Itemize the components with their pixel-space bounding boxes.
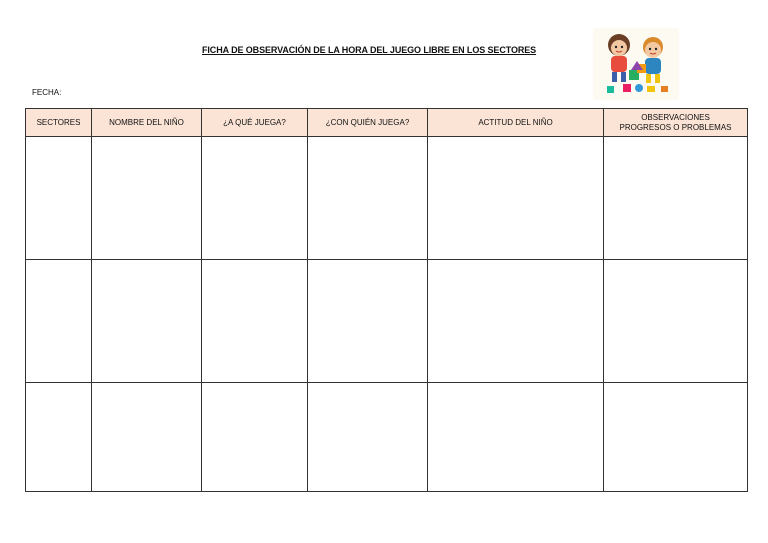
- document-title: FICHA DE OBSERVACIÓN DE LA HORA DEL JUEGO LIBRE EN LOS SECTORES: [202, 45, 537, 55]
- header-nombre-del-nino: NOMBRE DEL NIÑO: [92, 109, 202, 137]
- header-observaciones-line-1: OBSERVACIONES: [641, 112, 710, 122]
- table-header-row: [26, 109, 748, 137]
- children-playing-with-blocks-icon: [593, 28, 679, 100]
- table-cell[interactable]: [308, 137, 428, 260]
- header-a-que-juega: ¿A QUÉ JUEGA?: [202, 109, 308, 137]
- table-cell[interactable]: [202, 137, 308, 260]
- header-actitud-del-nino: ACTITUD DEL NIÑO: [428, 109, 604, 137]
- table-row: [26, 260, 748, 383]
- header-observaciones: [604, 109, 748, 137]
- table-cell[interactable]: [428, 137, 604, 260]
- table-cell[interactable]: [92, 137, 202, 260]
- table-row: [26, 137, 748, 260]
- table-cell[interactable]: [308, 260, 428, 383]
- header-con-quien-juega: ¿CON QUIÉN JUEGA?: [308, 109, 428, 137]
- date-label: FECHA:: [32, 88, 62, 97]
- table-cell[interactable]: [26, 260, 92, 383]
- table-cell[interactable]: [604, 137, 748, 260]
- table-cell[interactable]: [26, 383, 92, 492]
- table-cell[interactable]: [202, 383, 308, 492]
- observation-table: [25, 108, 748, 492]
- table-row: [26, 383, 748, 492]
- table-cell[interactable]: [604, 383, 748, 492]
- table-cell[interactable]: [202, 260, 308, 383]
- table-cell[interactable]: [26, 137, 92, 260]
- table-cell[interactable]: [428, 260, 604, 383]
- table-cell[interactable]: [428, 383, 604, 492]
- table-cell[interactable]: [92, 260, 202, 383]
- table-cell[interactable]: [308, 383, 428, 492]
- table-cell[interactable]: [92, 383, 202, 492]
- header-sectores: SECTORES: [26, 109, 92, 137]
- header-observaciones-line-2: PROGRESOS O PROBLEMAS: [619, 122, 732, 132]
- table-cell[interactable]: [604, 260, 748, 383]
